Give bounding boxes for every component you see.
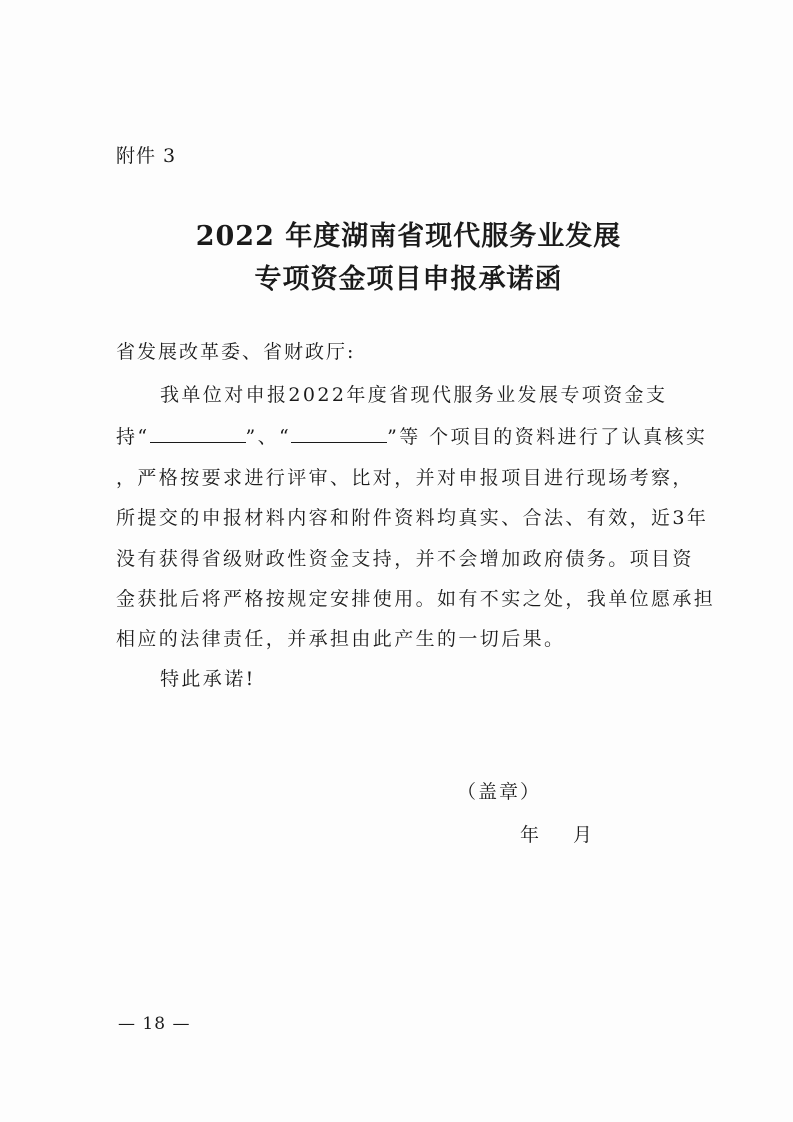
body-line-1: 我单位对申报2022年度省现代服务业发展专项资金支	[160, 384, 668, 406]
page-number: — 18 —	[118, 1014, 191, 1034]
body-line-6: 金获批后将严格按规定安排使用。如有不实之处，我单位愿承担	[116, 588, 716, 610]
project-name-blank-1	[150, 425, 246, 443]
seal-label: （盖章）	[457, 781, 542, 803]
body-line-3: ，严格按要求进行评审、比对，并对申报项目进行现场考察，	[116, 467, 694, 489]
body-line-2-mid: ”、“	[245, 426, 292, 448]
body-line-2-prefix: 持“	[116, 426, 150, 448]
document-title-line-2: 专项资金项目申报承诺函	[254, 264, 563, 295]
date-line	[520, 820, 592, 847]
salutation: 省发展改革委、省财政厅:	[116, 341, 356, 363]
document-title-line-1: 2022 年度湖南省现代服务业发展	[195, 221, 622, 252]
body-line-2	[116, 422, 707, 449]
project-name-blank-2	[291, 425, 387, 443]
attachment-label: 附件 3	[116, 145, 177, 167]
body-line-2-suffix: ”等 个项目的资料进行了认真核实	[387, 426, 708, 448]
closing-statement: 特此承诺!	[160, 668, 256, 690]
body-line-7: 相应的法律责任，并承担由此产生的一切后果。	[116, 628, 566, 650]
date-year: 年	[520, 824, 540, 846]
date-month: 月	[573, 824, 593, 846]
body-line-4: 所提交的申报材料内容和附件资料均真实、合法、有效，近3年	[116, 507, 709, 529]
body-line-5: 没有获得省级财政性资金支持，并不会增加政府债务。项目资	[116, 548, 694, 570]
